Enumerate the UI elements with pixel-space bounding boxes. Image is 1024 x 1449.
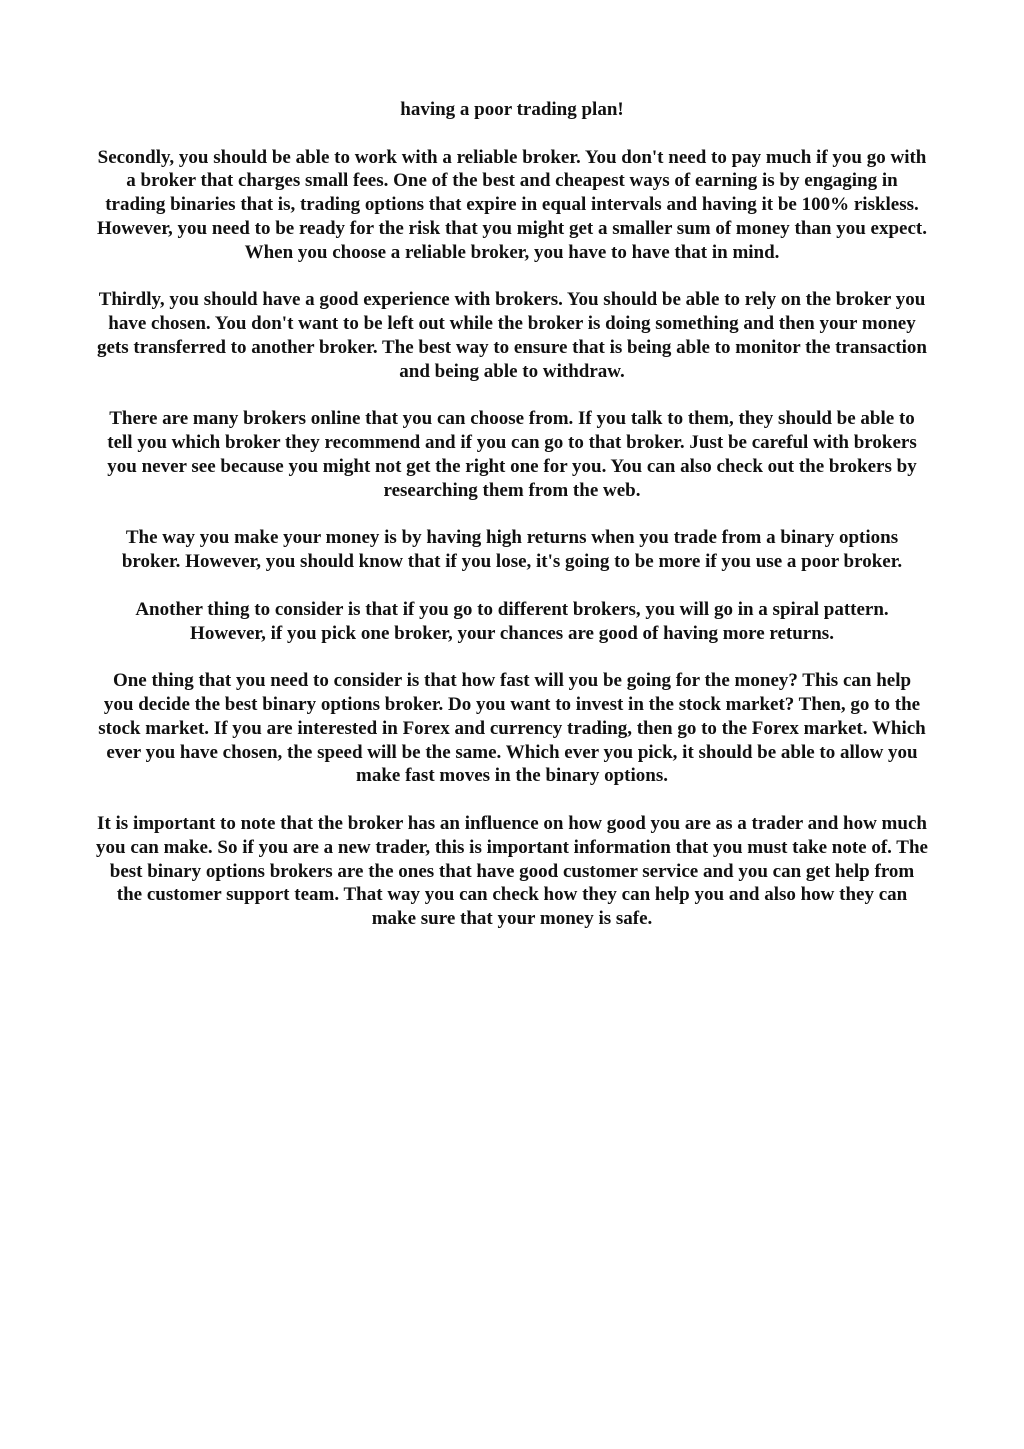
paragraph-high-returns: The way you make your money is by having high returns when you trade from a binary options broker. However, you should know that if you lose, it's going to be more if you use a poor broker. bbox=[121, 527, 903, 573]
paragraph-spiral-pattern: Another thing to consider is that if you go to different brokers, you will go in a spiral pattern. However, if you pick one broker, your chances are good of having more returns. bbox=[135, 598, 889, 644]
paragraph-broker-influence: It is important to note that the broker has an influence on how good you are as a trader and how much you can make. So if you are a new trader, this is important information that you must take note of. The best binary options brokers are the ones that have good customer service and you can get help from the customer support team. That way you can check how they can help you and also how they can make sure that your money is safe. bbox=[96, 812, 928, 930]
document-body bbox=[96, 98, 928, 931]
paragraph-broker-experience: Thirdly, you should have a good experience with brokers. You should be able to rely on the broker you have chosen. You don't want to be left out while the broker is doing something and then your money gets transferred to another broker. The best way to ensure that is being able to monitor the transaction and being able to withdraw. bbox=[97, 289, 927, 382]
paragraph-trading-speed: One thing that you need to consider is that how fast will you be going for the money? This can help you decide the best binary options broker. Do you want to invest in the stock market? Then, go to the stock market. If you are interested in Forex and currency trading, then go to the Forex market. Which ever you have chosen, the speed will be the same. Which ever you pick, it should be able to allow you make fast moves in the binary options. bbox=[98, 670, 926, 787]
paragraph-intro-fragment: having a poor trading plan! bbox=[400, 99, 624, 120]
paragraph-online-brokers: There are many brokers online that you can choose from. If you talk to them, they should be able to tell you which broker they recommend and if you can go to that broker. Just be careful with brokers you never see because you might not get the right one for you. You can also check out the brokers by researching them from the web. bbox=[107, 408, 917, 501]
paragraph-reliable-broker: Secondly, you should be able to work with a reliable broker. You don't need to pay much if you go with a broker that charges small fees. One of the best and cheapest ways of earning is by engaging in trading binaries that is, trading options that expire in equal intervals and having it be 100% riskless. However, you need to be ready for the risk that you might get a smaller sum of money than you expect. When you choose a reliable broker, you have to have that in mind. bbox=[97, 146, 927, 263]
